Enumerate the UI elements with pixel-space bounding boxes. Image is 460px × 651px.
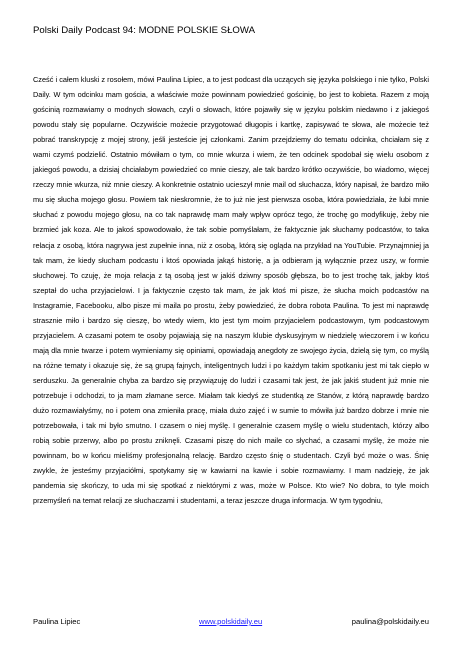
footer-email: paulina@polskidaily.eu bbox=[351, 617, 429, 626]
document-title: Polski Daily Podcast 94: MODNE POLSKIE SŁOWA bbox=[33, 25, 255, 36]
footer-author: Paulina Lipiec bbox=[33, 617, 81, 626]
page-footer bbox=[33, 616, 429, 628]
transcript-body: Cześć i całem kluski z rosołem, mówi Paulina Lipiec, a to jest podcast dla uczących się języka polskiego i nie tylko, Polski Daily. W tym odcinku mam gościa, a właściwie może powinnam powiedzieć gościnię, bo jest to kobieta. Razem z moją gościnią rozmawiamy o modnych słowach, czyli o słowach, które pojawiły się w języku polskim niedawno i z jakiegoś powodu stały się popularne. Oczywiście możecie przygotować długopis i kartkę, zapisywać te słowa, ale możecie też pobrać transkrypcję z mojej strony, jeśli jesteście jej członkami. Zanim przejdziemy do tematu odcinka, chciałam się z wami czymś podzielić. Ostatnio mówiłam o tym, co mnie wkurza i wiem, że ten odcinek spodobał się wielu osobom z jakiegoś powodu, a dzisiaj chciałabym powiedzieć co mnie cieszy, ale tak bardzo krótko oczywiście, bo wiadomo, więcej rzeczy mnie wkurza, niż mnie cieszy. A konkretnie ostatnio ucieszył mnie mail od słuchacza, który napisał, że bardzo miło mu się słucha mojego głosu. Powiem tak nieskromnie, że to już nie jest pierwsza osoba, która powiedziała, że lubi mnie słuchać z powodu mojego głosu, na co tak naprawdę mam mały wpływ oprócz tego, że trochę go modyfikuję, żeby nie brzmieć jak koza. Ale to jakoś spowodowało, że tak sobie pomyślałam, że faktycznie jak słuchamy podcastów, to taka relacja z osobą, która nagrywa jest zupełnie inna, niż z osobą, którą się ogląda na przykład na YouTubie. Przynajmniej ja tak mam, że kiedy słucham podcastu i ktoś opowiada jakąś historię, a ja odbieram ją wyłącznie przez uszy, w formie słuchowej. To czuję, że moja relacja z tą osobą jest w jakiś dziwny sposób głębsza, bo to jest trochę tak, jakby ktoś szeptał do ucha przyjacielowi. I ja faktycznie często tak mam, że jak ktoś mi pisze, że słucha moich podcastów na Instagramie, Facebooku, albo pisze mi maila po prostu, żeby powiedzieć, że dobra robota Paulina. To jest mi naprawdę strasznie miło i bardzo się cieszę, bo wtedy wiem, kto jest tym moim przyjacielem podcastowym, tym podcastowym przyjacielem. A czasami potem te osoby pojawiają się na naszym klubie dyskusyjnym w niedzielę wieczorem i w końcu mają dla mnie twarze i potem wymieniamy się opiniami, opowiadają anegdoty ze swojego życia, dzielą się tym, co myślą na różne tematy i okazuje się, że są grupą fajnych, inteligentnych ludzi i po każdym takim spotkaniu jest mi tak ciepło w serduszku. Ja generalnie chyba za bardzo się przywiązuję do ludzi i czasami tak jest, że jak jakiś student już mnie nie potrzebuje i odchodzi, to ja mam złamane serce. Miałam tak kiedyś ze studentką ze Stanów, z którą naprawdę bardzo dużo rozmawiałyśmy, no i potem ona zmieniła pracę, miała dużo zajęć i w sumie to mówiła już bardzo dobrze i mnie nie potrzebowała, i tak mi było smutno. I czasem o niej myślę. I generalnie czasem myślę o wielu studentach, którzy albo robią sobie przerwy, albo po prostu zniknęli. Czasami piszę do nich maile co słychać, a czasami myślę, że może nie powinnam, bo w końcu mieliśmy profesjonalną relację. Bardzo często śnię o studentach. Czyli być może o was. Śnię zwykle, że jesteśmy przyjaciółmi, spotykamy się w kawiarni na kawie i sobie rozmawiamy. I mam nadzieję, że jak pandemia się skończy, to uda mi się spotkać z niektórymi z was, może w Polsce. Kto wie? No dobra, to tyle moich przemyśleń na temat relacji ze słuchaczami i studentami, a teraz jeszcze druga informacja. W tym tygodniu, bbox=[33, 75, 429, 506]
footer-website-link[interactable]: www.polskidaily.eu bbox=[199, 617, 263, 626]
